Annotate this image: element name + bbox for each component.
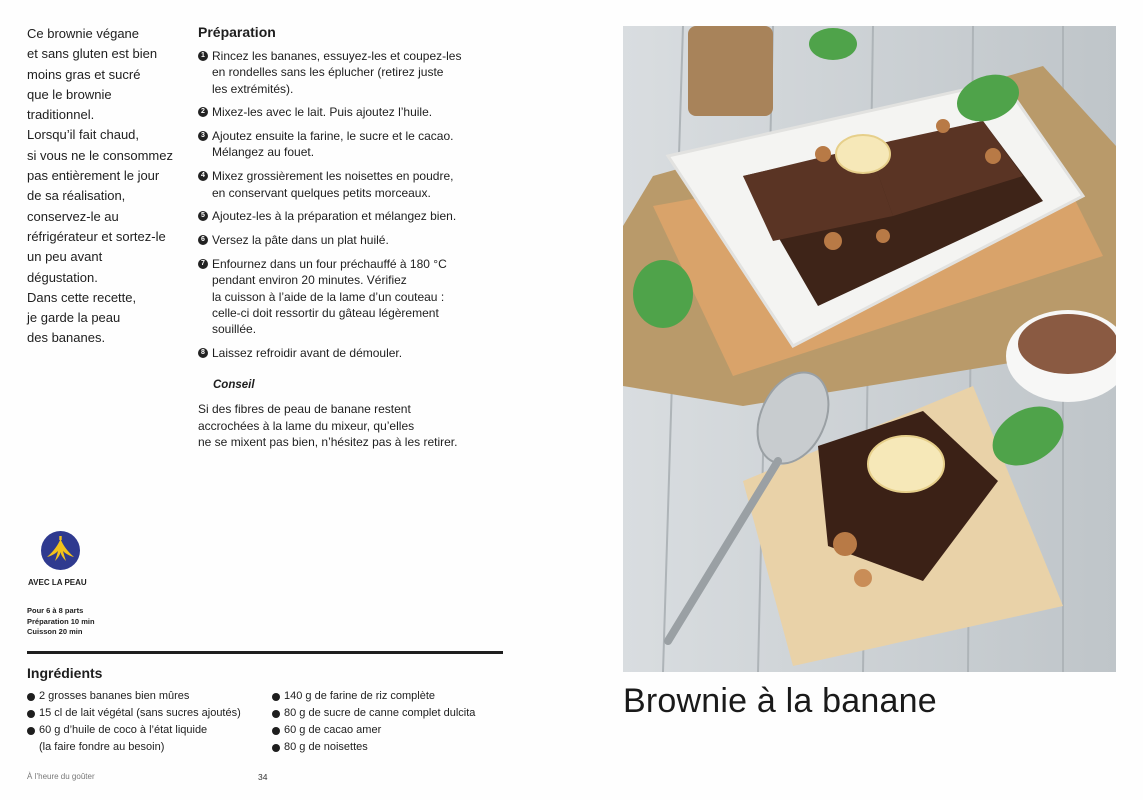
text-line: je garde la peau [27, 310, 121, 326]
text-line: 2 grosses bananes bien mûres [39, 690, 190, 702]
text-line: un peu avant [27, 249, 103, 265]
brownie-photo [623, 26, 1116, 672]
recipe-title: Brownie à la banane [623, 682, 937, 720]
text-line: dégustation. [27, 269, 98, 285]
text-line: les extrémités). [212, 81, 294, 96]
step-text [212, 128, 498, 161]
step-text [212, 208, 498, 224]
bullet-icon [27, 693, 35, 701]
avec-la-peau-badge [28, 531, 92, 587]
text-line: traditionnel. [27, 107, 95, 123]
text-line: Enfournez dans un four préchauffé à 180 °C [212, 256, 447, 271]
step-number: 3 [198, 131, 208, 141]
step-number: 8 [198, 348, 208, 358]
text-line: de sa réalisation, [27, 188, 126, 204]
text-line: souillée. [212, 322, 257, 337]
ingredient-item [272, 688, 502, 705]
step-number: 5 [198, 211, 208, 221]
step-number: 2 [198, 107, 208, 117]
step-number: 7 [198, 259, 208, 269]
text-line: Dans cette recette, [27, 289, 137, 305]
text-line: 80 g de noisettes [284, 741, 368, 753]
ingredient-item [27, 722, 267, 756]
recipe-meta [27, 606, 95, 638]
text-line: des bananes. [27, 330, 106, 346]
step-text [212, 104, 498, 120]
text-line: accrochées à la lame du mixeur, qu’elles [198, 418, 415, 433]
preparation-time: Préparation 10 min [27, 616, 95, 626]
text-line: que le brownie [27, 86, 112, 102]
step-number: 1 [198, 51, 208, 61]
text-line: et sans gluten est bien [27, 46, 158, 62]
text-line: en rondelles sans les éplucher (retirez juste [212, 65, 444, 80]
footer-section: À l’heure du goûter [27, 772, 95, 781]
text-line: Mixez-les avec le lait. Puis ajoutez l’huile. [212, 105, 433, 120]
preparation-step [198, 48, 498, 97]
text-line: pas entièrement le jour [27, 168, 160, 184]
step-number: 6 [198, 235, 208, 245]
cooking-time: Cuisson 20 min [27, 627, 83, 636]
step-number: 4 [198, 171, 208, 181]
text-line: 140 g de farine de riz complète [284, 690, 436, 702]
step-text [212, 256, 498, 337]
conseil-title: Conseil [213, 379, 255, 392]
preparation-title: Préparation [198, 24, 276, 40]
preparation-steps [198, 48, 498, 361]
ingredient-item [27, 688, 267, 705]
text-line: en conservant quelques petits morceaux. [212, 185, 431, 200]
ingredients-list-right [272, 688, 502, 756]
text-line: Mixez grossièrement les noisettes en poudre, [212, 169, 454, 184]
ingredients-title: Ingrédients [27, 665, 103, 681]
preparation-section [198, 24, 498, 450]
text-line: conservez-le au [27, 208, 119, 224]
text-line: 80 g de sucre de canne complet dulcita [284, 707, 476, 719]
text-line: Ce brownie végane [27, 26, 140, 41]
ingredient-item [272, 722, 502, 739]
bullet-icon [272, 693, 280, 701]
text-line: la cuisson à l’aide de la lame d’un couteau : [212, 289, 445, 304]
text-line: Mélangez au fouet. [212, 145, 315, 160]
portions: Pour 6 à 8 parts [27, 606, 84, 615]
text-line: Rincez les bananes, essuyez-les et coupez-les [212, 49, 462, 63]
text-line: Ajoutez ensuite la farine, le sucre et le cacao. [212, 129, 454, 144]
bullet-icon [27, 710, 35, 718]
text-line: 15 cl de lait végétal (sans sucres ajoutés) [39, 707, 241, 719]
step-text [212, 48, 498, 97]
preparation-step [198, 208, 498, 224]
bullet-icon [27, 727, 35, 735]
bullet-icon [272, 710, 280, 718]
text-line: pendant environ 20 minutes. Vérifiez [212, 273, 407, 288]
bullet-icon [272, 744, 280, 752]
divider [27, 651, 503, 654]
text-line: moins gras et sucré [27, 66, 141, 82]
preparation-step [198, 168, 498, 201]
text-line: celle-ci doit ressortir du gâteau légèrement [212, 305, 439, 320]
ingredient-item [27, 705, 267, 722]
text-line: si vous ne le consommez [27, 147, 173, 163]
text-line: Versez la pâte dans un plat huilé. [212, 233, 389, 248]
conseil-text [198, 401, 498, 450]
step-text [212, 168, 498, 201]
text-line: Laissez refroidir avant de démouler. [212, 345, 403, 360]
page-number: 34 [258, 772, 268, 782]
text-line: (la faire fondre au besoin) [39, 741, 165, 753]
bullet-icon [272, 727, 280, 735]
preparation-step [198, 256, 498, 337]
ingredients-list-left [27, 688, 267, 756]
step-text [212, 345, 498, 361]
badge-label: AVEC LA PEAU [28, 578, 87, 587]
intro-text [27, 24, 187, 349]
preparation-step [198, 345, 498, 361]
text-line: ne se mixent pas bien, n’hésitez pas à les retirer. [198, 434, 458, 449]
text-line: Lorsqu’il fait chaud, [27, 127, 140, 143]
ingredient-item [272, 739, 502, 756]
banana-peel-icon [41, 531, 80, 570]
preparation-step [198, 128, 498, 161]
text-line: Si des fibres de peau de banane restent [198, 402, 411, 417]
text-line: 60 g de cacao amer [284, 724, 382, 736]
text-line: réfrigérateur et sortez-le [27, 228, 166, 244]
text-line: 60 g d’huile de coco à l’état liquide [39, 724, 208, 736]
text-line: Ajoutez-les à la préparation et mélangez bien. [212, 209, 457, 224]
preparation-step [198, 104, 498, 120]
step-text [212, 232, 498, 248]
preparation-step [198, 232, 498, 248]
ingredient-item [272, 705, 502, 722]
